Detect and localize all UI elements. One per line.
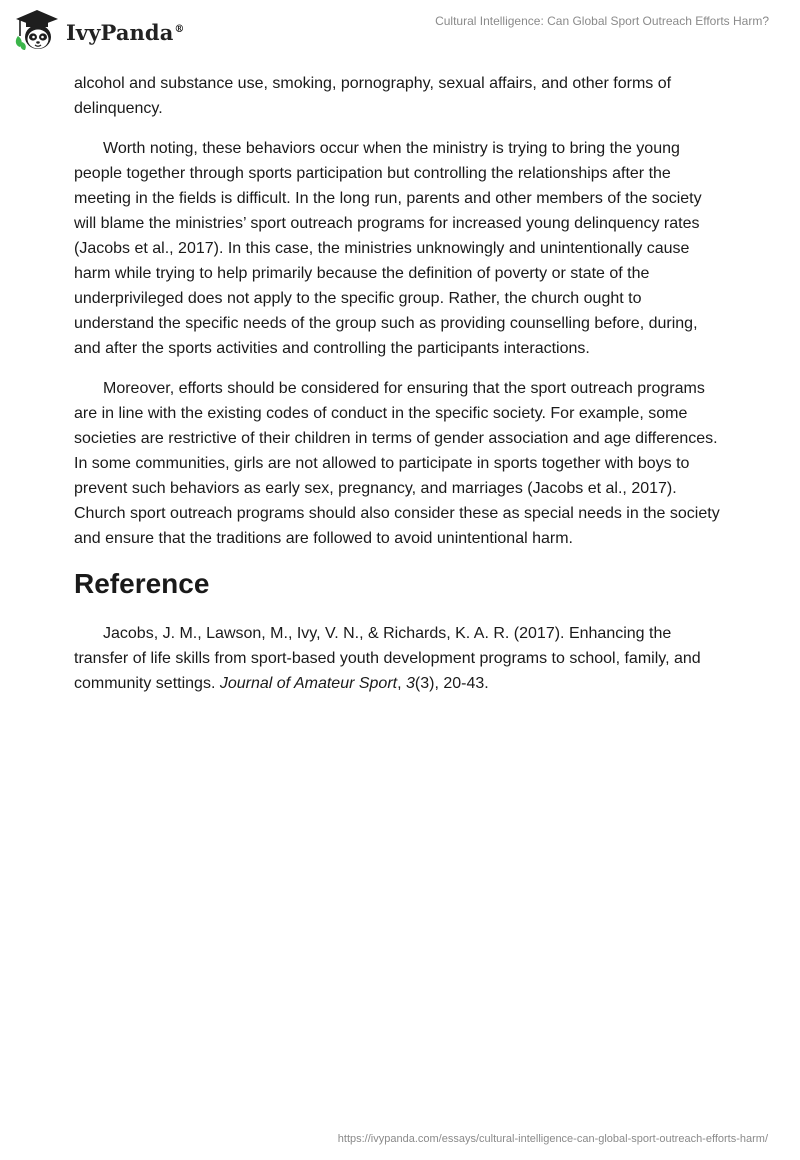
reference-journal: Journal of Amateur Sport	[219, 675, 398, 692]
essay-content	[74, 71, 724, 711]
reference-issue-pages: (3), 20-43.	[414, 675, 489, 692]
registered-mark: ®	[174, 23, 185, 35]
logo-wordmark: IvyPanda®	[66, 19, 185, 45]
document-title: Cultural Intelligence: Can Global Sport Outreach Efforts Harm?	[435, 14, 769, 28]
ivypanda-logo[interactable]	[14, 8, 185, 52]
reference-authors-title: Jacobs, J. M., Lawson, M., Ivy, V. N., & Richards, K. A. R. (2017). Enhancing the transfer of life skills from sport-based youth development programs to school, family, and community settings.	[74, 625, 701, 692]
reference-heading: Reference	[74, 568, 210, 599]
reference-volume: 3	[406, 675, 415, 692]
paragraph-continuation: alcohol and substance use, smoking, pornography, sexual affairs, and other forms of delinquency.	[74, 75, 672, 117]
paragraph: Moreover, efforts should be considered for ensuring that the sport outreach programs are in line with the existing codes of conduct in the specific society. For example, some societies are restrictive of their children in terms of gender association and age differences. In some communities, girls are not allowed to participate in sports together with boys to prevent such behaviors as early sex, pregnancy, and marriages (Jacobs et al., 2017). Church sport outreach programs should also consider these as special needs in the society and ensure that the traditions are followed to avoid unintentional harm.	[74, 380, 720, 547]
source-url[interactable]: https://ivypanda.com/essays/cultural-intelligence-can-global-sport-outreach-efforts-harm/	[337, 1133, 768, 1145]
reference-separator: ,	[397, 675, 406, 692]
panda-graduate-icon	[14, 8, 60, 52]
page-header	[0, 0, 800, 64]
paragraph: Worth noting, these behaviors occur when the ministry is trying to bring the young people together through sports participation but controlling the relationships after the meeting in the fields is difficult. In the long run, parents and other members of the society will blame the ministries’ sport outreach programs for increased young delinquency rates (Jacobs et al., 2017). In this case, the ministries unknowingly and unintentionally cause harm while trying to help primarily because the definition of poverty or state of the underprivileged does not apply to the specific group. Rather, the church ought to understand the specific needs of the group such as providing counselling before, during, and after the sports activities and controlling the participants interactions.	[74, 140, 702, 357]
reference-entry	[74, 621, 724, 696]
